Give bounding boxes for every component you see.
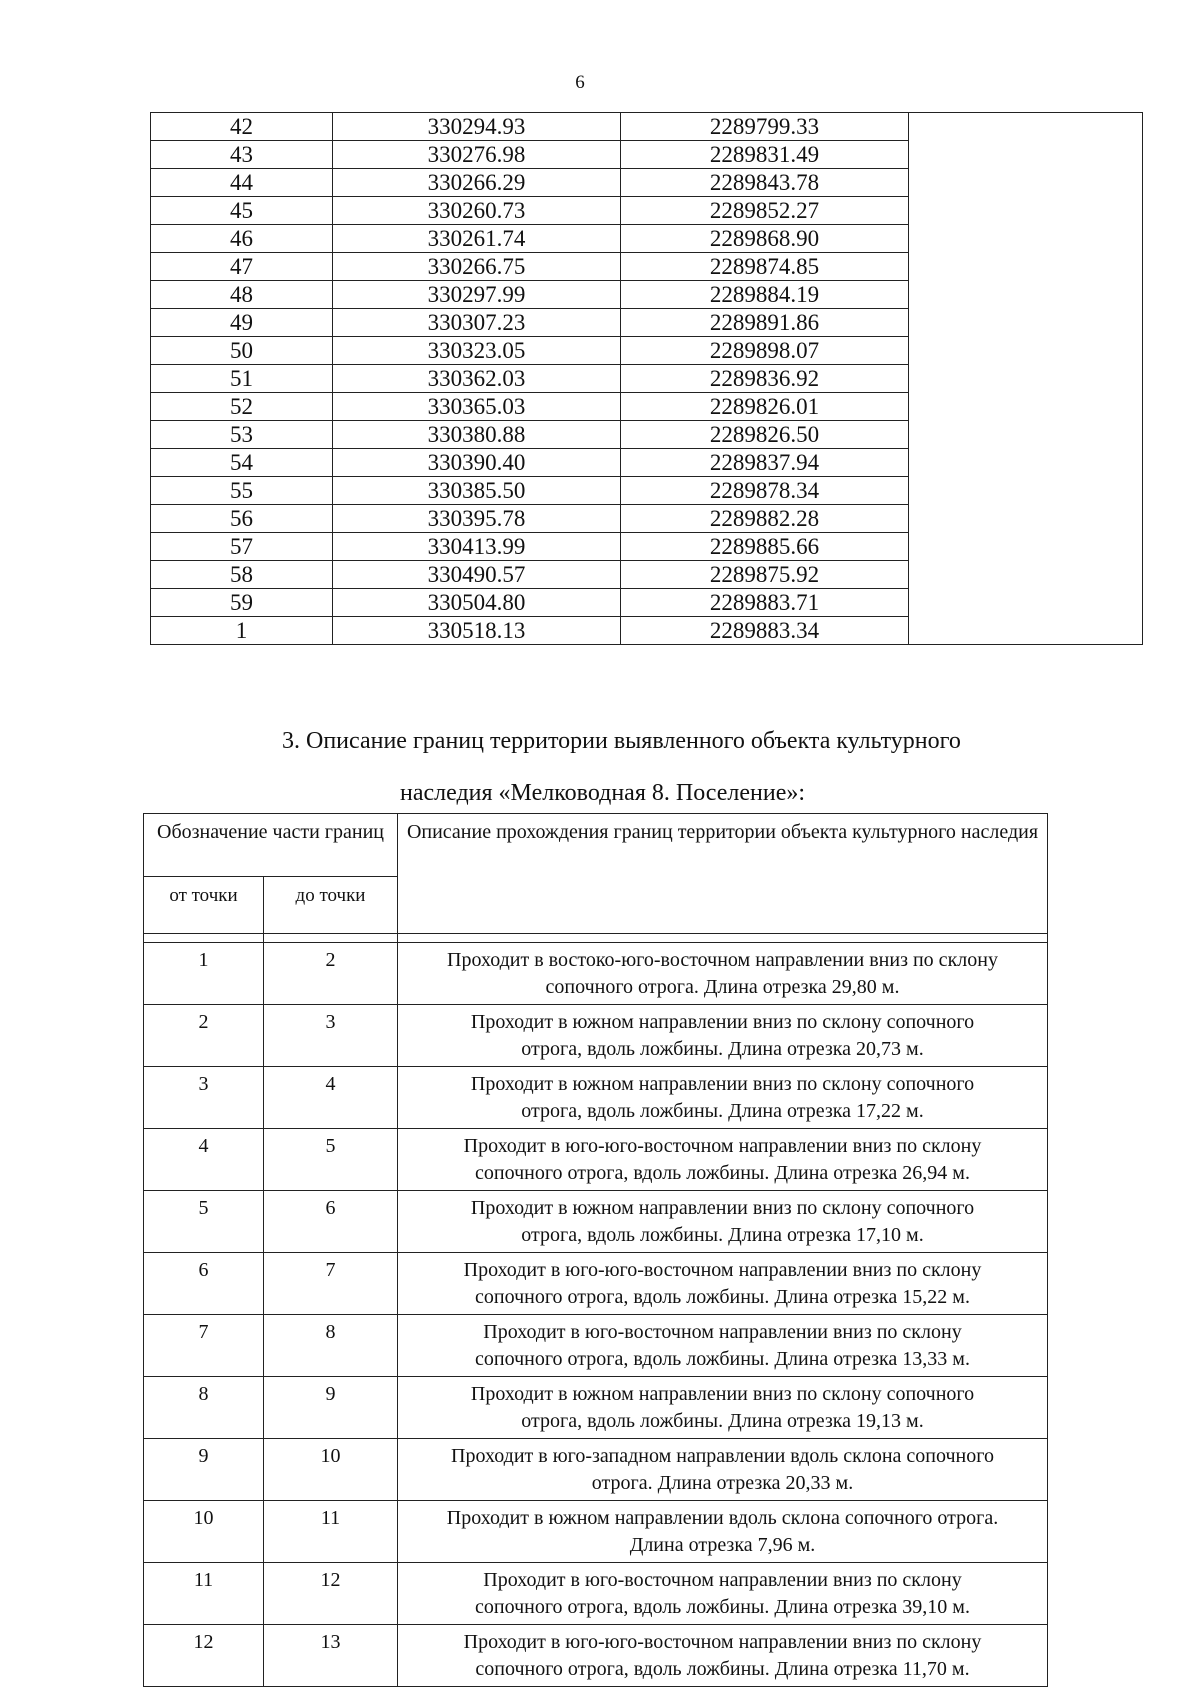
boundary-description-table — [143, 813, 1048, 1687]
y-coordinate-cell: 2289836.92 — [621, 365, 909, 393]
boundary-row — [144, 1191, 1048, 1253]
y-coordinate-cell: 2289852.27 — [621, 197, 909, 225]
description-line: Проходит в южном направлении вниз по склону сопочного — [470, 1196, 975, 1219]
to-point-cell: 13 — [264, 1625, 398, 1687]
point-number-cell: 59 — [151, 589, 333, 617]
x-coordinate-cell: 330276.98 — [333, 141, 621, 169]
boundary-row — [144, 1563, 1048, 1625]
x-coordinate-cell: 330307.23 — [333, 309, 621, 337]
y-coordinate-cell: 2289885.66 — [621, 533, 909, 561]
point-number-cell: 44 — [151, 169, 333, 197]
boundary-row — [144, 1439, 1048, 1501]
y-coordinate-cell: 2289843.78 — [621, 169, 909, 197]
from-point-cell: 4 — [144, 1129, 264, 1191]
boundary-description-cell — [398, 1439, 1048, 1501]
description-line: Проходит в юго-западном направлении вдоль склона сопочного — [451, 1444, 994, 1467]
page-number: 6 — [575, 72, 585, 93]
description-line: Проходит в юго-восточном направлении вниз по склону — [483, 1568, 962, 1591]
x-coordinate-cell: 330365.03 — [333, 393, 621, 421]
section-heading-line-2: наследия «Мелководная 8. Поселение»: — [400, 780, 806, 806]
y-coordinate-cell: 2289837.94 — [621, 449, 909, 477]
description-line: Проходит в юго-юго-восточном направлении вниз по склону — [463, 1630, 982, 1653]
point-number-cell: 48 — [151, 281, 333, 309]
point-number-cell: 51 — [151, 365, 333, 393]
description-line: Проходит в южном направлении вниз по склону сопочного — [470, 1382, 975, 1405]
x-coordinate-cell: 330380.88 — [333, 421, 621, 449]
description-line: отрога. Длина отрезка 20,33 м. — [591, 1471, 854, 1494]
y-coordinate-cell: 2289868.90 — [621, 225, 909, 253]
from-point-cell: 11 — [144, 1563, 264, 1625]
boundary-table-header — [144, 814, 1048, 943]
boundary-description-cell — [398, 1563, 1048, 1625]
x-coordinate-cell: 330390.40 — [333, 449, 621, 477]
boundary-row — [144, 943, 1048, 1005]
x-coordinate-cell: 330266.75 — [333, 253, 621, 281]
empty-merged-cell — [909, 113, 1143, 645]
header-designation: Обозначение части границ — [144, 814, 398, 877]
to-point-cell: 9 — [264, 1377, 398, 1439]
boundary-description-cell — [398, 1005, 1048, 1067]
description-line: сопочного отрога, вдоль ложбины. Длина отрезка 15,22 м. — [475, 1285, 970, 1308]
y-coordinate-cell: 2289883.71 — [621, 589, 909, 617]
description-line: отрога, вдоль ложбины. Длина отрезка 17,22 м. — [521, 1099, 924, 1122]
point-number-cell: 42 — [151, 113, 333, 141]
to-point-cell: 5 — [264, 1129, 398, 1191]
from-point-cell: 3 — [144, 1067, 264, 1129]
boundary-row — [144, 1005, 1048, 1067]
point-number-cell: 50 — [151, 337, 333, 365]
y-coordinate-cell: 2289826.50 — [621, 421, 909, 449]
from-point-cell: 8 — [144, 1377, 264, 1439]
boundary-description-cell — [398, 1253, 1048, 1315]
point-number-cell: 43 — [151, 141, 333, 169]
from-point-cell: 12 — [144, 1625, 264, 1687]
boundary-description-cell — [398, 1191, 1048, 1253]
x-coordinate-cell: 330362.03 — [333, 365, 621, 393]
to-point-cell: 2 — [264, 943, 398, 1005]
boundary-row — [144, 1253, 1048, 1315]
description-line: отрога, вдоль ложбины. Длина отрезка 17,10 м. — [521, 1223, 924, 1246]
y-coordinate-cell: 2289874.85 — [621, 253, 909, 281]
description-line: сопочного отрога, вдоль ложбины. Длина отрезка 39,10 м. — [475, 1595, 970, 1618]
to-point-cell: 4 — [264, 1067, 398, 1129]
x-coordinate-cell: 330490.57 — [333, 561, 621, 589]
to-point-cell: 7 — [264, 1253, 398, 1315]
coordinates-table-body — [151, 113, 1143, 645]
from-point-cell: 9 — [144, 1439, 264, 1501]
point-number-cell: 56 — [151, 505, 333, 533]
x-coordinate-cell: 330395.78 — [333, 505, 621, 533]
boundary-table-body — [144, 943, 1048, 1687]
x-coordinate-cell: 330385.50 — [333, 477, 621, 505]
y-coordinate-cell: 2289799.33 — [621, 113, 909, 141]
x-coordinate-cell: 330266.29 — [333, 169, 621, 197]
header-from-point: от точки — [144, 877, 264, 934]
x-coordinate-cell: 330261.74 — [333, 225, 621, 253]
from-point-cell: 10 — [144, 1501, 264, 1563]
description-line: Проходит в юго-восточном направлении вниз по склону — [483, 1320, 962, 1343]
description-line: Длина отрезка 7,96 м. — [629, 1533, 816, 1556]
point-number-cell: 45 — [151, 197, 333, 225]
boundary-row — [144, 1067, 1048, 1129]
x-coordinate-cell: 330323.05 — [333, 337, 621, 365]
description-line: отрога, вдоль ложбины. Длина отрезка 20,73 м. — [521, 1037, 924, 1060]
gap-cell — [144, 934, 264, 943]
x-coordinate-cell: 330260.73 — [333, 197, 621, 225]
to-point-cell: 11 — [264, 1501, 398, 1563]
section-heading-line-1: 3. Описание границ территории выявленного объекта культурного — [282, 728, 961, 754]
point-number-cell: 52 — [151, 393, 333, 421]
y-coordinate-cell: 2289898.07 — [621, 337, 909, 365]
point-number-cell: 55 — [151, 477, 333, 505]
boundary-description-cell — [398, 1377, 1048, 1439]
y-coordinate-cell: 2289878.34 — [621, 477, 909, 505]
boundary-row — [144, 1129, 1048, 1191]
boundary-description-cell — [398, 1315, 1048, 1377]
to-point-cell: 12 — [264, 1563, 398, 1625]
description-line: Проходит в южном направлении вниз по склону сопочного — [470, 1010, 975, 1033]
header-to-point: до точки — [264, 877, 398, 934]
description-line: сопочного отрога, вдоль ложбины. Длина отрезка 11,70 м. — [475, 1657, 970, 1680]
y-coordinate-cell: 2289884.19 — [621, 281, 909, 309]
point-number-cell: 57 — [151, 533, 333, 561]
x-coordinate-cell: 330413.99 — [333, 533, 621, 561]
description-line: Проходит в южном направлении вниз по склону сопочного — [470, 1072, 975, 1095]
boundary-row — [144, 1315, 1048, 1377]
description-line: Проходит в юго-юго-восточном направлении вниз по склону — [463, 1258, 982, 1281]
point-number-cell: 47 — [151, 253, 333, 281]
x-coordinate-cell: 330294.93 — [333, 113, 621, 141]
point-number-cell: 58 — [151, 561, 333, 589]
description-line: сопочного отрога, вдоль ложбины. Длина отрезка 13,33 м. — [475, 1347, 970, 1370]
description-line: Проходит в востоко-юго-восточном направлении вниз по склону — [447, 948, 998, 971]
point-number-cell: 49 — [151, 309, 333, 337]
gap-cell — [398, 934, 1048, 943]
point-number-cell: 46 — [151, 225, 333, 253]
to-point-cell: 6 — [264, 1191, 398, 1253]
y-coordinate-cell: 2289875.92 — [621, 561, 909, 589]
gap-cell — [264, 934, 398, 943]
boundary-description-cell — [398, 943, 1048, 1005]
header-gap-row — [144, 934, 1048, 943]
x-coordinate-cell: 330504.80 — [333, 589, 621, 617]
boundary-description-cell — [398, 1501, 1048, 1563]
boundary-description-cell — [398, 1067, 1048, 1129]
y-coordinate-cell: 2289883.34 — [621, 617, 909, 645]
boundary-description-cell — [398, 1129, 1048, 1191]
boundary-row — [144, 1501, 1048, 1563]
from-point-cell: 5 — [144, 1191, 264, 1253]
to-point-cell: 10 — [264, 1439, 398, 1501]
x-coordinate-cell: 330518.13 — [333, 617, 621, 645]
y-coordinate-cell: 2289826.01 — [621, 393, 909, 421]
header-description: Описание прохождения границ территории объекта культурного наследия — [398, 814, 1048, 934]
y-coordinate-cell: 2289891.86 — [621, 309, 909, 337]
y-coordinate-cell: 2289882.28 — [621, 505, 909, 533]
point-number-cell: 54 — [151, 449, 333, 477]
boundary-row — [144, 1625, 1048, 1687]
description-line: Проходит в южном направлении вдоль склона сопочного отрога. — [446, 1506, 999, 1529]
to-point-cell: 3 — [264, 1005, 398, 1067]
description-line: отрога, вдоль ложбины. Длина отрезка 19,13 м. — [521, 1409, 924, 1432]
y-coordinate-cell: 2289831.49 — [621, 141, 909, 169]
coordinate-row — [151, 113, 1143, 141]
from-point-cell: 2 — [144, 1005, 264, 1067]
point-number-cell: 1 — [151, 617, 333, 645]
x-coordinate-cell: 330297.99 — [333, 281, 621, 309]
from-point-cell: 7 — [144, 1315, 264, 1377]
boundary-description-cell — [398, 1625, 1048, 1687]
description-line: сопочного отрога, вдоль ложбины. Длина отрезка 26,94 м. — [475, 1161, 970, 1184]
coordinates-table — [150, 112, 1143, 645]
from-point-cell: 6 — [144, 1253, 264, 1315]
point-number-cell: 53 — [151, 421, 333, 449]
to-point-cell: 8 — [264, 1315, 398, 1377]
description-line: Проходит в юго-юго-восточном направлении вниз по склону — [463, 1134, 982, 1157]
boundary-row — [144, 1377, 1048, 1439]
section-heading — [150, 715, 1150, 819]
description-line: сопочного отрога. Длина отрезка 29,80 м. — [545, 975, 900, 998]
from-point-cell: 1 — [144, 943, 264, 1005]
